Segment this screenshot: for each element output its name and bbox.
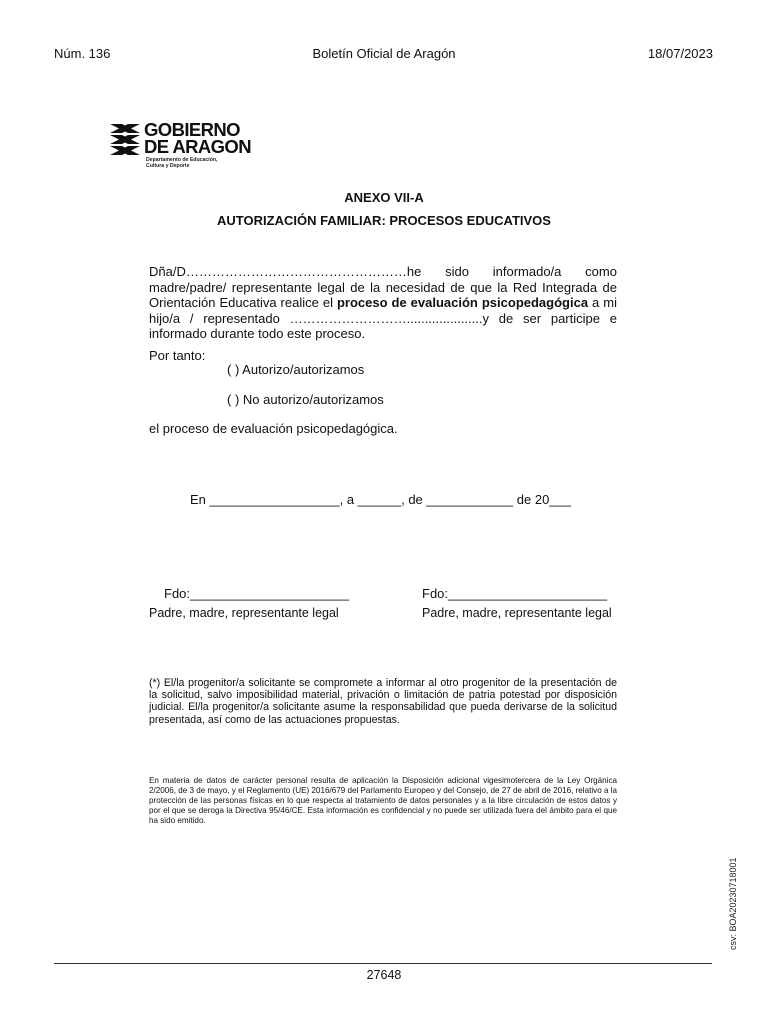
process-statement: el proceso de evaluación psicopedagógica.	[149, 421, 398, 436]
place-date-line: En __________________, a ______, de ____________ de 20___	[190, 492, 571, 507]
annex-subtitle: AUTORIZACIÓN FAMILIAR: PROCESOS EDUCATIVOS	[217, 213, 551, 228]
logo-dept-line-2: Cultura y Deporte	[146, 163, 190, 169]
issue-number: Núm. 136	[54, 46, 111, 61]
logo-line-2: DE ARAGON	[144, 136, 251, 157]
intro-line-4	[149, 311, 617, 327]
journal-title: Boletín Oficial de Aragón	[312, 46, 456, 61]
intro-bold-process: proceso de evaluación psicopedagógica	[336, 295, 589, 311]
csv-code: csv: BOA20230718001	[728, 857, 738, 950]
footer-divider	[54, 963, 712, 964]
por-tanto-label: Por tanto:	[149, 348, 206, 363]
logo-line-1: GOBIERNO	[144, 119, 240, 140]
guardian-note: (*) El/la progenitor/a solicitante se compromete a informar al otro progenitor de la presentación de la solicitud, salvo imposibilidad material, privación o limitación de patria potestad por disposición judicial. El/la progenitor/a solicitante asume la responsabilidad que pueda derivarse de la solicitud presentada, así como de las actuaciones propuestas.	[149, 677, 617, 726]
intro-line-1	[149, 264, 617, 280]
logo-department	[146, 157, 218, 169]
intro-line-2: madre/padre/ representante legal de la necesidad de que la Red Integrada de	[149, 279, 617, 295]
not-authorize-option: ( ) No autorizo/autorizamos	[227, 392, 384, 407]
signature-right: Fdo:______________________	[422, 586, 608, 601]
intro-word: como	[585, 264, 617, 279]
intro-text: a mi	[588, 295, 617, 311]
logo-wordmark	[144, 121, 251, 155]
intro-paragraph	[149, 264, 617, 342]
intro-line-5: informado durante todo este proceso.	[149, 326, 366, 342]
role-left: Padre, madre, representante legal	[149, 606, 339, 620]
page-number: 27648	[366, 968, 402, 982]
publication-date: 18/07/2023	[647, 46, 713, 61]
signature-left: Fdo:______________________	[164, 586, 350, 601]
intro-child-field: ……………………….....................y de ser participe e	[289, 310, 617, 326]
intro-text: Orientación Educativa realice el	[149, 295, 337, 311]
privacy-notice: En materia de datos de carácter personal resulta de aplicación la Disposición adicional vigesimotercera de la Ley Orgánica 2/2006, de 3 de mayo, y el Reglamento (UE) 2016/679 del Parlamento Europeo y del Consejo, de 27 de abril de 2016, relativo a la protección de las personas físicas en lo que respecta al tratamiento de datos personales y a la libre circulación de estos datos y por el que se deroga la Directiva 95/46/CE. Esta información es confidencial y no puede ser utilizada fuera del ámbito para el que ha sido emitido.	[149, 776, 617, 826]
annex-title: ANEXO VII-A	[344, 190, 424, 205]
intro-line-3	[149, 295, 617, 311]
logo-dept-line-1: Departamento de Educación,	[146, 157, 218, 163]
intro-text: hijo/a / representado	[149, 310, 280, 326]
authorize-option: ( ) Autorizo/autorizamos	[227, 362, 365, 377]
intro-word: sido	[445, 264, 469, 279]
role-right: Padre, madre, representante legal	[422, 606, 612, 620]
intro-name-field: Dña/D……………………………………………he	[149, 264, 422, 279]
intro-word: informado/a	[492, 264, 562, 279]
